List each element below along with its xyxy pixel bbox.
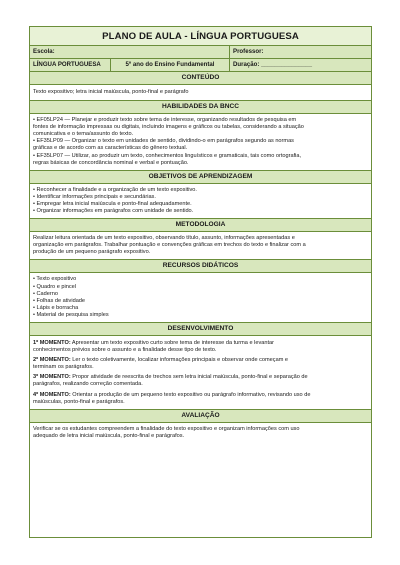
bncc-line: regras básicas de concordância nominal e verbal e pontuação. — [33, 159, 189, 166]
duration-field — [229, 59, 371, 71]
bncc-skills-heading: HABILIDADES DA BNCC — [30, 101, 371, 114]
objectives-heading: OBJETIVOS DE APRENDIZAGEM — [30, 171, 371, 184]
moment-3 — [33, 374, 368, 388]
objectives-body — [30, 184, 371, 219]
resource-item: • Material de pesquisa simples — [33, 311, 109, 318]
teacher-field: Professor: — [229, 46, 371, 58]
resources-heading: RECURSOS DIDÁTICOS — [30, 260, 371, 273]
moment-4-text: Orientar a produção de um pequeno texto expositivo ou parágrafo informativo, revisando uso de — [70, 391, 311, 398]
bncc-line: • EF05LP24 — Planejar e produzir texto sobre tema de interesse, organizando resultados de pesquisa em — [33, 117, 297, 124]
moment-2-text: Ler o texto coletivamente, localizar informações principais e observar onde começam e — [70, 357, 289, 364]
class-row — [30, 59, 371, 72]
development-heading: DESENVOLVIMENTO — [30, 323, 371, 336]
content-text: Texto expositivo; letra inicial maiúscula, ponto-final e parágrafo — [33, 89, 189, 95]
moment-2-text: terminam os parágrafos. — [33, 364, 94, 371]
resource-item: • Quadro e pincel — [33, 283, 77, 290]
bncc-line: comunicativa e o tema/assunto do texto. — [33, 131, 134, 138]
evaluation-body — [30, 423, 371, 443]
school-row — [30, 46, 371, 59]
moment-1-text: conhecimentos prévios sobre o assunto e a finalidade desse tipo de texto. — [33, 347, 217, 354]
objective-item: • Reconhecer a finalidade e a organização de um texto expositivo. — [33, 186, 197, 193]
resource-item: • Folhas de atividade — [33, 297, 86, 304]
moment-4 — [33, 392, 368, 406]
moment-3-label: 3º MOMENTO: — [33, 374, 71, 381]
moment-2-label: 2º MOMENTO: — [33, 357, 71, 364]
development-body — [30, 336, 371, 410]
bncc-line: • EF35LP09 — Organizar o texto em unidades de sentido, dividindo-o em parágrafos segundo as normas — [33, 138, 294, 145]
content-body — [30, 85, 371, 101]
objective-item: • Organizar informações em parágrafos com unidade de sentido. — [33, 208, 194, 215]
lesson-plan-document — [29, 26, 372, 538]
methodology-body — [30, 232, 371, 260]
moment-1-label: 1º MOMENTO: — [33, 339, 71, 346]
methodology-heading: METODOLOGIA — [30, 219, 371, 232]
moment-4-text: maiúsculas, ponto-final e parágrafos. — [33, 398, 125, 405]
methodology-line: organização em parágrafos. Trabalhar pontuação e convenções gráficas em trechos do texto e finalizar com a — [33, 242, 306, 249]
moment-1-text: Apresentar um texto expositivo curto sobre tema de interesse da turma e levantar — [70, 339, 275, 346]
methodology-line: produção de um pequeno parágrafo expositivo. — [33, 249, 151, 256]
moment-3-text: parágrafos, realizando correção comentada. — [33, 381, 143, 388]
moment-4-label: 4º MOMENTO: — [33, 391, 71, 398]
grade-field: 5º ano do Ensino Fundamental — [110, 59, 229, 71]
evaluation-heading: AVALIAÇÃO — [30, 410, 371, 423]
resource-item: • Caderno — [33, 290, 58, 297]
resource-item: • Lápis e borracha — [33, 304, 79, 311]
moment-3-text: Propor atividade de reescrita de trechos sem letra inicial maiúscula, ponto-final e separação de — [70, 374, 308, 381]
moment-1 — [33, 340, 368, 354]
subject-field: LÍNGUA PORTUGUESA — [33, 61, 101, 68]
school-field: Escola: — [33, 48, 55, 55]
resources-body — [30, 273, 371, 323]
objective-item: • Identificar informações principais e secundárias. — [33, 193, 156, 200]
evaluation-line: adequado de letra inicial maiúscula, ponto-final e parágrafos. — [33, 432, 185, 439]
content-heading: CONTEÚDO — [30, 72, 371, 85]
bncc-line: fontes de informação impressas ou digitais, incluindo imagens e gráficos ou tabelas, considerando a situação — [33, 124, 304, 131]
evaluation-line: Verificar se os estudantes compreendem a finalidade do texto expositivo e organizam informações com uso — [33, 425, 300, 432]
resource-item: • Texto expositivo — [33, 276, 77, 283]
document-title: PLANO DE AULA - LÍNGUA PORTUGUESA — [30, 27, 371, 46]
bncc-line: gráficas e de acordo com as características do gênero textual. — [33, 145, 188, 152]
duration-value: _______________ — [261, 61, 312, 68]
objective-item: • Empregar letra inicial maiúscula e ponto-final adequadamente. — [33, 200, 192, 207]
methodology-line: Realizar leitura orientada de um texto expositivo, observando título, assunto, informações apresentadas e — [33, 235, 295, 242]
bncc-skills-body — [30, 114, 371, 171]
moment-2 — [33, 357, 368, 371]
duration-label: Duração: — [233, 61, 260, 68]
bncc-line: • EF35LP07 — Utilizar, ao produzir um texto, conhecimentos linguísticos e gramaticais, tais como ortografia, — [33, 152, 302, 159]
